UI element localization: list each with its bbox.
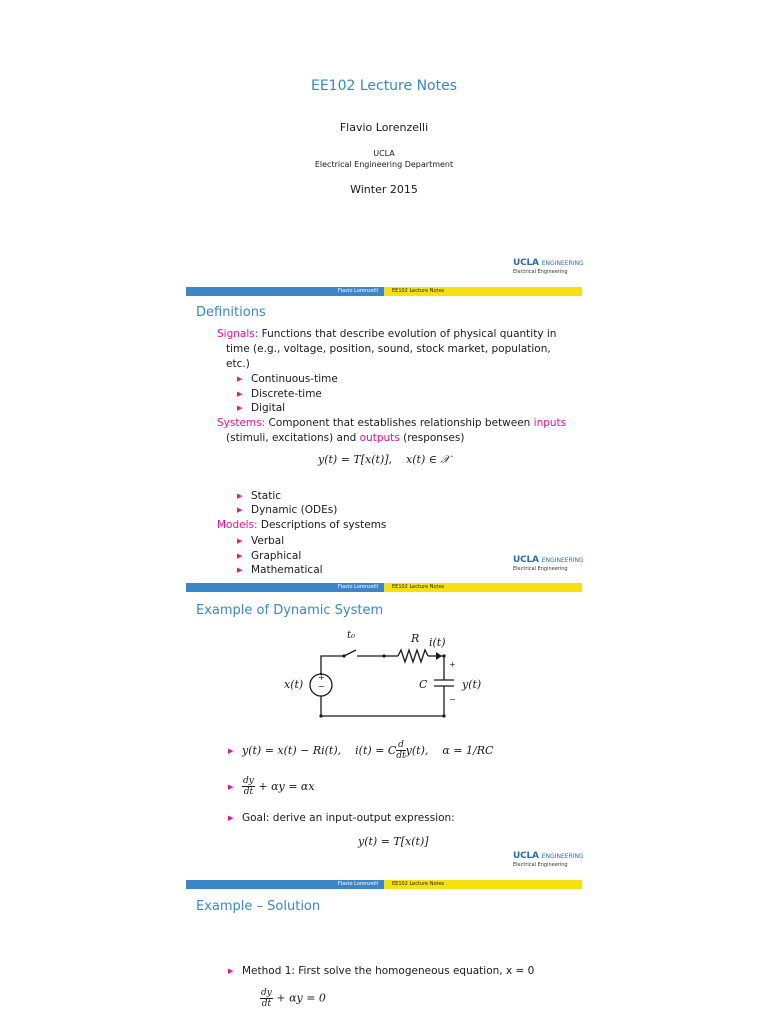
current-label: i(t): [429, 636, 446, 649]
resistor-label: R: [411, 632, 420, 645]
systems-text-1: Component that establishes relationship between: [268, 417, 531, 429]
footer-bar: [186, 880, 582, 889]
list-item: ▶ Graphical: [237, 550, 302, 562]
institution-line-1: UCLA: [373, 149, 395, 158]
capacitor-label: C: [419, 678, 428, 691]
list-item: [228, 740, 493, 761]
logo-sub: Electrical Engineering: [513, 269, 568, 275]
bullet-triangle-icon: ▶: [237, 566, 243, 574]
definitions-heading: Definitions: [196, 305, 266, 320]
models-text: Descriptions of systems: [260, 519, 387, 531]
list-item: [228, 964, 534, 978]
footer-author: Flavio Lorenzelli: [186, 880, 384, 889]
outputs-word: outputs: [359, 432, 400, 444]
bullet-triangle-icon: ▶: [237, 506, 243, 514]
signals-text-1: Functions that describe evolution of physical quantity in: [261, 328, 557, 340]
footer-title: EE102 Lecture Notes: [384, 583, 582, 592]
signals-label: Signals:: [217, 328, 259, 340]
goal-equation: y(t) = T[x(t)]: [358, 835, 429, 848]
output-plus: +: [449, 660, 456, 669]
institution: [186, 148, 582, 170]
list-item: ▶ Continuous-time: [237, 373, 338, 385]
bullet-triangle-icon: ▶: [237, 390, 243, 398]
systems-label: Systems:: [217, 417, 266, 429]
equation-circuit: y(t) = x(t) − Ri(t), i(t) = C $\frac{d}{dt}$ y(t), α = 1/RC: [242, 740, 494, 761]
list-item: [228, 776, 315, 797]
list-item: ▶ Discrete-time: [237, 388, 322, 400]
signals-text-3: etc.): [226, 358, 250, 370]
bullet-triangle-icon: ▶: [237, 492, 243, 500]
bullet-triangle-icon: ▶: [237, 552, 243, 560]
signals-line-1: [217, 327, 556, 342]
list-item: ▶ Dynamic (ODEs): [237, 504, 338, 516]
equation-ode: $\frac{dy}{dt}$ + αy = αx: [243, 776, 315, 797]
logo-suffix: ENGINEERING: [541, 260, 584, 267]
footer-bar: [186, 583, 582, 592]
bullet-triangle-icon: ▶: [228, 967, 234, 975]
lecture-date: Winter 2015: [350, 183, 418, 196]
list-item: ▶ Static: [237, 490, 282, 502]
author-name: Flavio Lorenzelli: [339, 121, 429, 134]
footer-author: Flavio Lorenzelli: [186, 583, 384, 592]
list-item: ▶ Digital: [237, 402, 286, 414]
institution-line-2: Electrical Engineering Department: [314, 160, 454, 169]
switch-label: t₀: [347, 630, 356, 641]
solution-heading: Example – Solution: [196, 899, 321, 914]
logo-brand: UCLA: [513, 258, 539, 268]
bullet-triangle-icon: ▶: [228, 814, 234, 822]
signals-text-2: time (e.g., voltage, position, sound, stock market, population,: [226, 343, 551, 355]
source-plus: +: [318, 673, 325, 682]
output-label: y(t): [462, 678, 482, 691]
bullet-triangle-icon: ▶: [228, 782, 234, 791]
list-item: [228, 811, 455, 825]
bullet-triangle-icon: ▶: [228, 746, 234, 755]
rc-circuit-diagram: [280, 628, 490, 724]
footer-bar: [186, 287, 582, 296]
method1-text: Method 1: First solve the homogeneous equation, x = 0: [242, 965, 535, 977]
models-label: Models:: [217, 519, 258, 531]
ucla-engineering-logo: UCLA ENGINEERING Electrical Engineering: [513, 555, 584, 572]
output-minus: −: [449, 695, 456, 704]
homogeneous-equation: $\frac{dy}{dt}$ + αy = 0: [261, 988, 326, 1009]
systems-line-1: [217, 416, 566, 431]
systems-line-2: (stimuli, excitations) and outputs (responses): [226, 432, 465, 444]
models-line: [217, 518, 386, 533]
source-minus: −: [318, 682, 325, 691]
bullet-triangle-icon: ▶: [237, 375, 243, 383]
list-item: ▶ Mathematical: [237, 564, 323, 576]
source-label: x(t): [284, 678, 304, 691]
footer-title: EE102 Lecture Notes: [384, 880, 582, 889]
goal-text: Goal: derive an input-output expression:: [242, 812, 455, 824]
ucla-engineering-logo: [513, 258, 584, 275]
dynamic-heading: Example of Dynamic System: [196, 603, 384, 618]
footer-author: Flavio Lorenzelli: [186, 287, 384, 296]
system-equation: y(t) = T[x(t)], x(t) ∈ 𝒳: [318, 453, 450, 466]
inputs-word: inputs: [533, 417, 567, 429]
presentation-title: EE102 Lecture Notes: [310, 78, 458, 94]
footer-title: EE102 Lecture Notes: [384, 287, 582, 296]
bullet-triangle-icon: ▶: [237, 404, 243, 412]
list-item: ▶ Verbal: [237, 535, 285, 547]
bullet-triangle-icon: ▶: [237, 537, 243, 545]
ucla-engineering-logo: UCLA ENGINEERING Electrical Engineering: [513, 851, 584, 868]
